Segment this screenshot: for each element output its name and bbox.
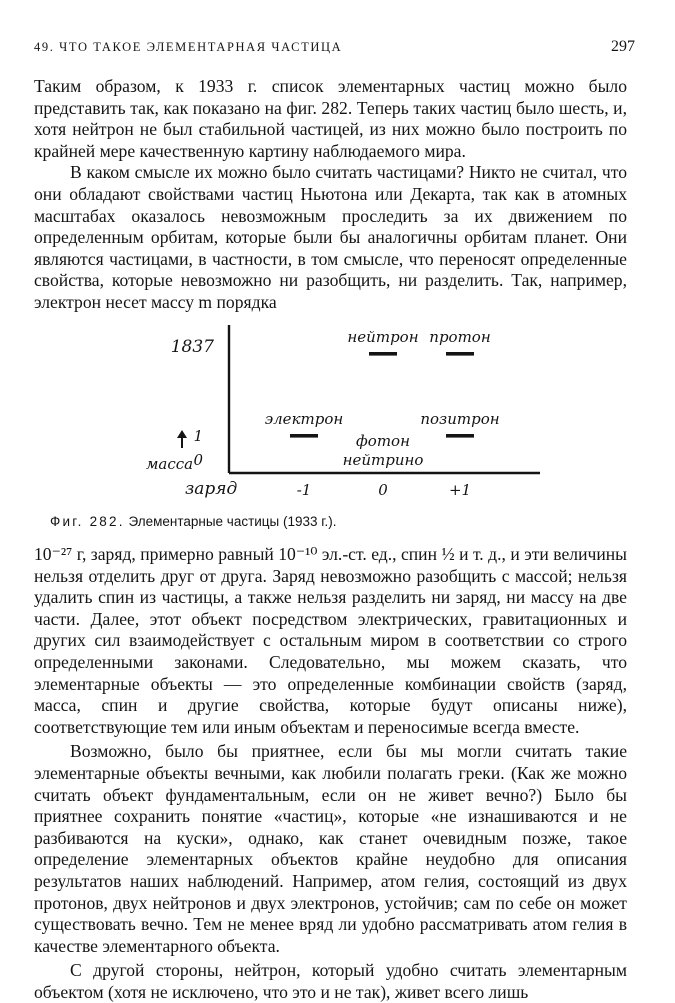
particle-label: позитрон bbox=[420, 410, 500, 428]
y-tick-label: 0 bbox=[193, 451, 203, 469]
x-tick-labels bbox=[297, 481, 471, 499]
running-head: 49. ЧТО ТАКОЕ ЭЛЕМЕНТАРНАЯ ЧАСТИЦА bbox=[34, 40, 343, 54]
text-block-top bbox=[34, 76, 627, 314]
x-tick-label: 0 bbox=[378, 481, 388, 499]
particle-label: протон bbox=[429, 328, 491, 346]
paragraph: Возможно, было бы приятнее, если бы мы могли считать такие элементарные объекты вечными, как любили полагать греки. (Как же можно считать объект фундаментальным, если он не живет вечно?) Было бы приятнее сохранить понятие «частиц», которые «не изнашиваются и не разбиваются на куски», однако, как станет очевидным позже, такое определение элементарных объектов крайне неудобно для описания результатов наших наблюдений. Например, атом гелия, состоящий из двух протонов, двух нейтронов и двух электронов, устойчив; сам по себе он может существовать вечно. Тем не менее вряд ли удобно рассматривать атом гелия в качестве элементарного объекта. bbox=[34, 741, 627, 956]
particle-label: нейтрон bbox=[347, 328, 419, 346]
caption-label: Фиг. 282. bbox=[50, 514, 125, 529]
figure-caption bbox=[50, 514, 337, 529]
paragraph: С другой стороны, нейтрон, который удобно считать элементарным объектом (хотя не исключено, что это и не так), живет всего лишь bbox=[34, 960, 627, 1002]
page-header bbox=[34, 38, 635, 58]
y-tick-label: 1 bbox=[193, 427, 203, 445]
particle-marks bbox=[265, 328, 500, 469]
particle-label: фотон bbox=[356, 432, 410, 450]
particle-level-mark bbox=[290, 434, 318, 438]
x-axis-title: заряд bbox=[185, 479, 238, 499]
caption-text: Элементарные частицы (1933 г.). bbox=[128, 514, 337, 529]
paragraph: В каком смысле их можно было считать частицами? Никто не считал, что они обладают свойствами частиц Ньютона или Декарта, так как в атомных масштабах оказалось невозможным проследить за их движением по определенным орбитам, которые были бы аналогичны орбитам планет. Они являются частицами, в частности, в том смысле, что переносят определенные свойства, которые невозможно ни разобщить, ни разделить. Так, например, электрон несет массу m порядка bbox=[34, 162, 627, 312]
arrow-up-icon bbox=[177, 430, 187, 438]
particle-level-mark bbox=[446, 352, 474, 356]
y-axis-title: масса bbox=[146, 455, 194, 473]
paragraph: 10⁻²⁷ г, заряд, примерно равный 10⁻¹⁰ эл.-ст. ед., спин ½ и т. д., и эти величины нельзя отделить друг от друга. Заряд невозможно разобщить с массой; нельзя удалить спин из частицы, а также нельзя разделить ни заряд, ни массу на две части. Далее, этот объект посредством электрических, гравитационных и других сил взаимодействует с остальным миром в соответствии со строго определенными законами. Следовательно, мы можем сказать, что элементарные объекты — это определенные комбинации свойств (заряд, масса, спин и другие свойства, которые будут описаны ниже), соответствующие тем или иным объектам и переносимые всегда вместе. bbox=[34, 544, 627, 737]
page-number: 297 bbox=[611, 38, 635, 55]
x-tick-label: +1 bbox=[448, 481, 472, 499]
particle-label: электрон bbox=[264, 410, 344, 428]
y-tick-label: 1837 bbox=[170, 337, 214, 357]
particle-level-mark bbox=[369, 352, 397, 356]
particle-chart bbox=[0, 305, 675, 505]
y-tick-labels bbox=[171, 337, 214, 469]
particle-level-mark bbox=[446, 434, 474, 438]
paragraph: Таким образом, к 1933 г. список элементарных частиц можно было представить так, как показано на фиг. 282. Теперь таких частиц было шесть, и, хотя нейтрон не был стабильной частицей, из них можно было построить по крайней мере качественную картину наблюдаемого мира. bbox=[34, 76, 627, 161]
text-block-bottom bbox=[34, 544, 627, 1003]
particle-label: нейтрино bbox=[342, 451, 424, 469]
figure-282 bbox=[0, 305, 675, 505]
x-tick-label: -1 bbox=[296, 481, 312, 499]
